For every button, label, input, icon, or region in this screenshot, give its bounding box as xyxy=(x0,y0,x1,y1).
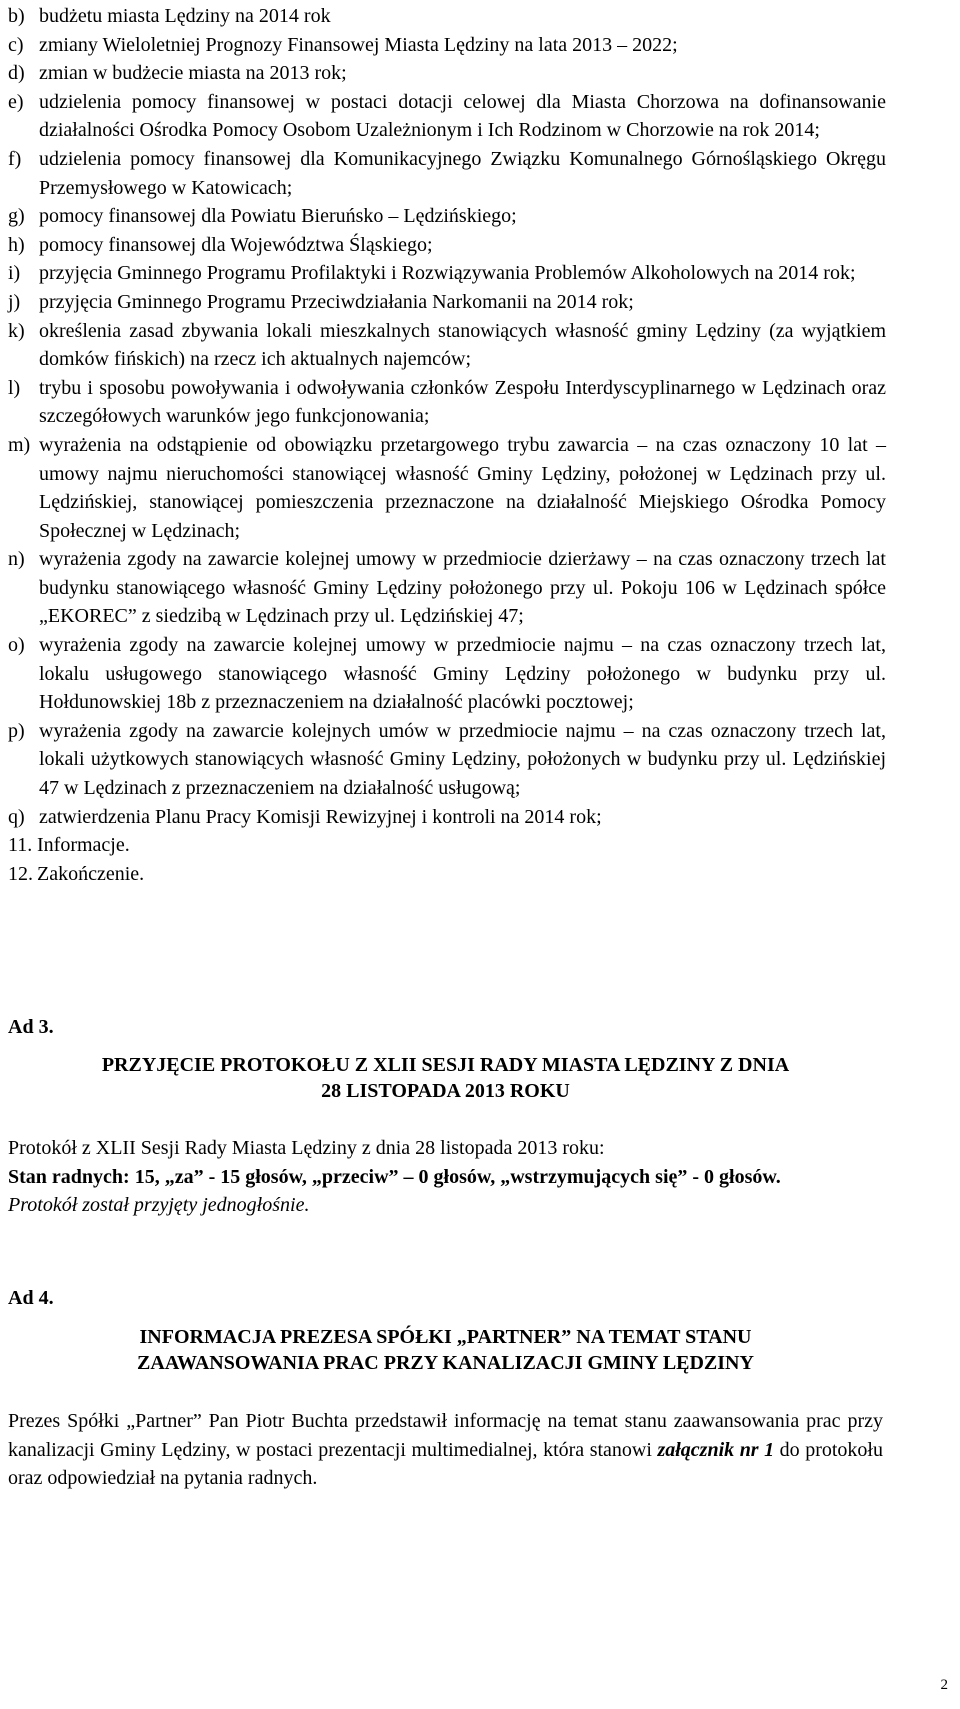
item-text: określenia zasad zbywania lokali mieszkalnych stanowiących własność gminy Lędziny (za wyjątkiem domków fińskich) na rzecz ich aktualnych najemców; xyxy=(39,319,886,371)
agenda-item-j xyxy=(8,288,886,317)
section-ad-4 xyxy=(8,1284,883,1493)
agenda-item-c xyxy=(8,31,886,60)
agenda-item-l xyxy=(8,374,886,431)
agenda-item-m xyxy=(8,431,886,545)
item-label: 12. xyxy=(8,862,33,885)
item-text: zmian w budżecie miasta na 2013 rok; xyxy=(39,62,347,85)
item-text: wyrażenia zgody na zawarcie kolejnej umowy w przedmiocie dzierżawy – na czas oznaczony trzech lat budynku stanowiącego własność Gminy Lędziny położonego przy ul. Pokoju 106 w Lędzinach spółce „EKOREC” z siedzibą w Lędzinach przy ul. Lędzińskiej 47; xyxy=(39,548,886,628)
section-ad-3 xyxy=(8,1013,883,1220)
agenda-item-d xyxy=(8,59,886,88)
item-label: h) xyxy=(8,233,25,256)
item-text: trybu i sposobu powoływania i odwoływania członków Zespołu Interdyscyplinarnego w Lędzinach oraz szczegółowych warunków jego funkcjonowania; xyxy=(39,376,886,428)
agenda-item-h xyxy=(8,231,886,260)
item-text: udzielenia pomocy finansowej w postaci dotacji celowej dla Miasta Chorzowa na dofinansowanie działalności Ośrodka Pomocy Osobom Uzależnionym i Ich Rodzinom w Chorzowie na rok 2014; xyxy=(39,90,886,142)
agenda-item-q xyxy=(8,803,886,832)
item-label: l) xyxy=(8,376,21,399)
agenda-item-b xyxy=(8,2,886,31)
item-label: b) xyxy=(8,5,25,27)
vote-result: Stan radnych: 15, „za” - 15 głosów, „przeciw” – 0 głosów, „wstrzymujących się” - 0 głosów. xyxy=(8,1165,781,1188)
agenda-item-p xyxy=(8,717,886,803)
item-text: Zakończenie. xyxy=(37,862,145,885)
heading-line: ZAAWANSOWANIA PRAC PRZY KANALIZACJI GMINY LĘDZINY xyxy=(137,1352,754,1374)
item-label: q) xyxy=(8,805,25,828)
item-label: j) xyxy=(8,290,21,313)
heading-line: PRZYJĘCIE PROTOKOŁU Z XLII SESJI RADY MIASTA LĘDZINY Z DNIA xyxy=(101,1054,790,1076)
heading-line: INFORMACJA PREZESA SPÓŁKI „PARTNER” NA TEMAT STANU xyxy=(139,1326,752,1348)
agenda-item-e xyxy=(8,88,886,145)
section-heading xyxy=(8,1052,883,1104)
section-heading xyxy=(8,1324,883,1376)
attachment-reference: załącznik nr 1 xyxy=(657,1438,775,1461)
item-label: f) xyxy=(8,147,22,170)
agenda-item-f xyxy=(8,145,886,202)
section-label: Ad 3. xyxy=(8,1016,54,1038)
item-label: m) xyxy=(8,433,31,456)
item-label: p) xyxy=(8,719,25,742)
item-text: pomocy finansowej dla Powiatu Bieruńsko – Lędzińskiego; xyxy=(39,205,517,228)
agenda-item-o xyxy=(8,631,886,717)
item-label: n) xyxy=(8,548,25,571)
item-text: zmiany Wieloletniej Prognozy Finansowej Miasta Lędziny na lata 2013 – 2022; xyxy=(39,33,678,56)
section-label: Ad 4. xyxy=(8,1287,54,1309)
item-text: przyjęcia Gminnego Programu Profilaktyki i Rozwiązywania Problemów Alkoholowych na 2014 rok; xyxy=(39,262,856,285)
heading-line: 28 LISTOPADA 2013 ROKU xyxy=(321,1080,570,1102)
info-paragraph xyxy=(8,1407,883,1493)
item-text: budżetu miasta Lędziny na 2014 rok xyxy=(39,5,331,27)
paragraph-text: Prezes Spółki „Partner” Pan Piotr Buchta przedstawił informację na temat stanu zaawansowania prac przy kanalizacji Gminy Lędziny, w postaci prezentacji multimedialnej, która stanowi xyxy=(8,1410,883,1461)
agenda-item-12 xyxy=(8,860,886,889)
item-label: i) xyxy=(8,262,21,285)
agenda-item-11 xyxy=(8,831,886,860)
item-text: przyjęcia Gminnego Programu Przeciwdziałania Narkomanii na 2014 rok; xyxy=(39,290,634,313)
agenda-list xyxy=(8,2,886,888)
item-label: 11. xyxy=(8,834,33,857)
agenda-item-i xyxy=(8,259,886,288)
item-label: g) xyxy=(8,205,25,228)
item-text: Informacje. xyxy=(37,834,130,857)
resolution-note: Protokół został przyjęty jednogłośnie. xyxy=(8,1194,310,1217)
page-number: 2 xyxy=(940,1677,948,1693)
agenda-item-g xyxy=(8,202,886,231)
item-label: e) xyxy=(8,90,24,113)
item-label: c) xyxy=(8,33,24,56)
protocol-intro: Protokół z XLII Sesji Rady Miasta Lędziny z dnia 28 listopada 2013 roku: xyxy=(8,1137,605,1159)
agenda-item-n xyxy=(8,545,886,631)
item-text: wyrażenia zgody na zawarcie kolejnych umów w przedmiocie najmu – na czas oznaczony trzech lat, lokali użytkowych stanowiących własność Gminy Lędziny, położonych w budynku przy ul. Lędzińskiej 47 w Lędzinach z przeznaczeniem na działalność usługową; xyxy=(39,719,886,800)
item-text: zatwierdzenia Planu Pracy Komisji Rewizyjnej i kontroli na 2014 rok; xyxy=(39,805,602,828)
item-label: k) xyxy=(8,319,25,342)
item-text: wyrażenia zgody na zawarcie kolejnej umowy w przedmiocie najmu – na czas oznaczony trzech lat, lokalu usługowego stanowiącego własność Gminy Lędziny położonego w budynku przy ul. Hołdunowskiej 18b z przeznaczeniem na działalność placówki pocztowej; xyxy=(39,634,886,714)
item-text: udzielenia pomocy finansowej dla Komunikacyjnego Związku Komunalnego Górnośląskiego Okręgu Przemysłowego w Katowicach; xyxy=(39,147,886,199)
item-label: d) xyxy=(8,62,25,85)
agenda-item-k xyxy=(8,317,886,374)
item-text: pomocy finansowej dla Województwa Śląskiego; xyxy=(39,233,433,256)
item-label: o) xyxy=(8,634,25,657)
paragraph-text: do protokołu oraz odpowiedział na pytania radnych. xyxy=(8,1438,883,1490)
item-text: wyrażenia na odstąpienie od obowiązku przetargowego trybu zawarcia – na czas oznaczony 10 lat – umowy najmu nieruchomości stanowiącej własność Gminy Lędziny, położonej w Lędzinach przy ul. Lędzińskiej, stanowiącej pomieszczenia przeznaczone na działalność Miejskiego Ośrodka Pomocy Społecznej w Lędzinach; xyxy=(39,433,886,542)
